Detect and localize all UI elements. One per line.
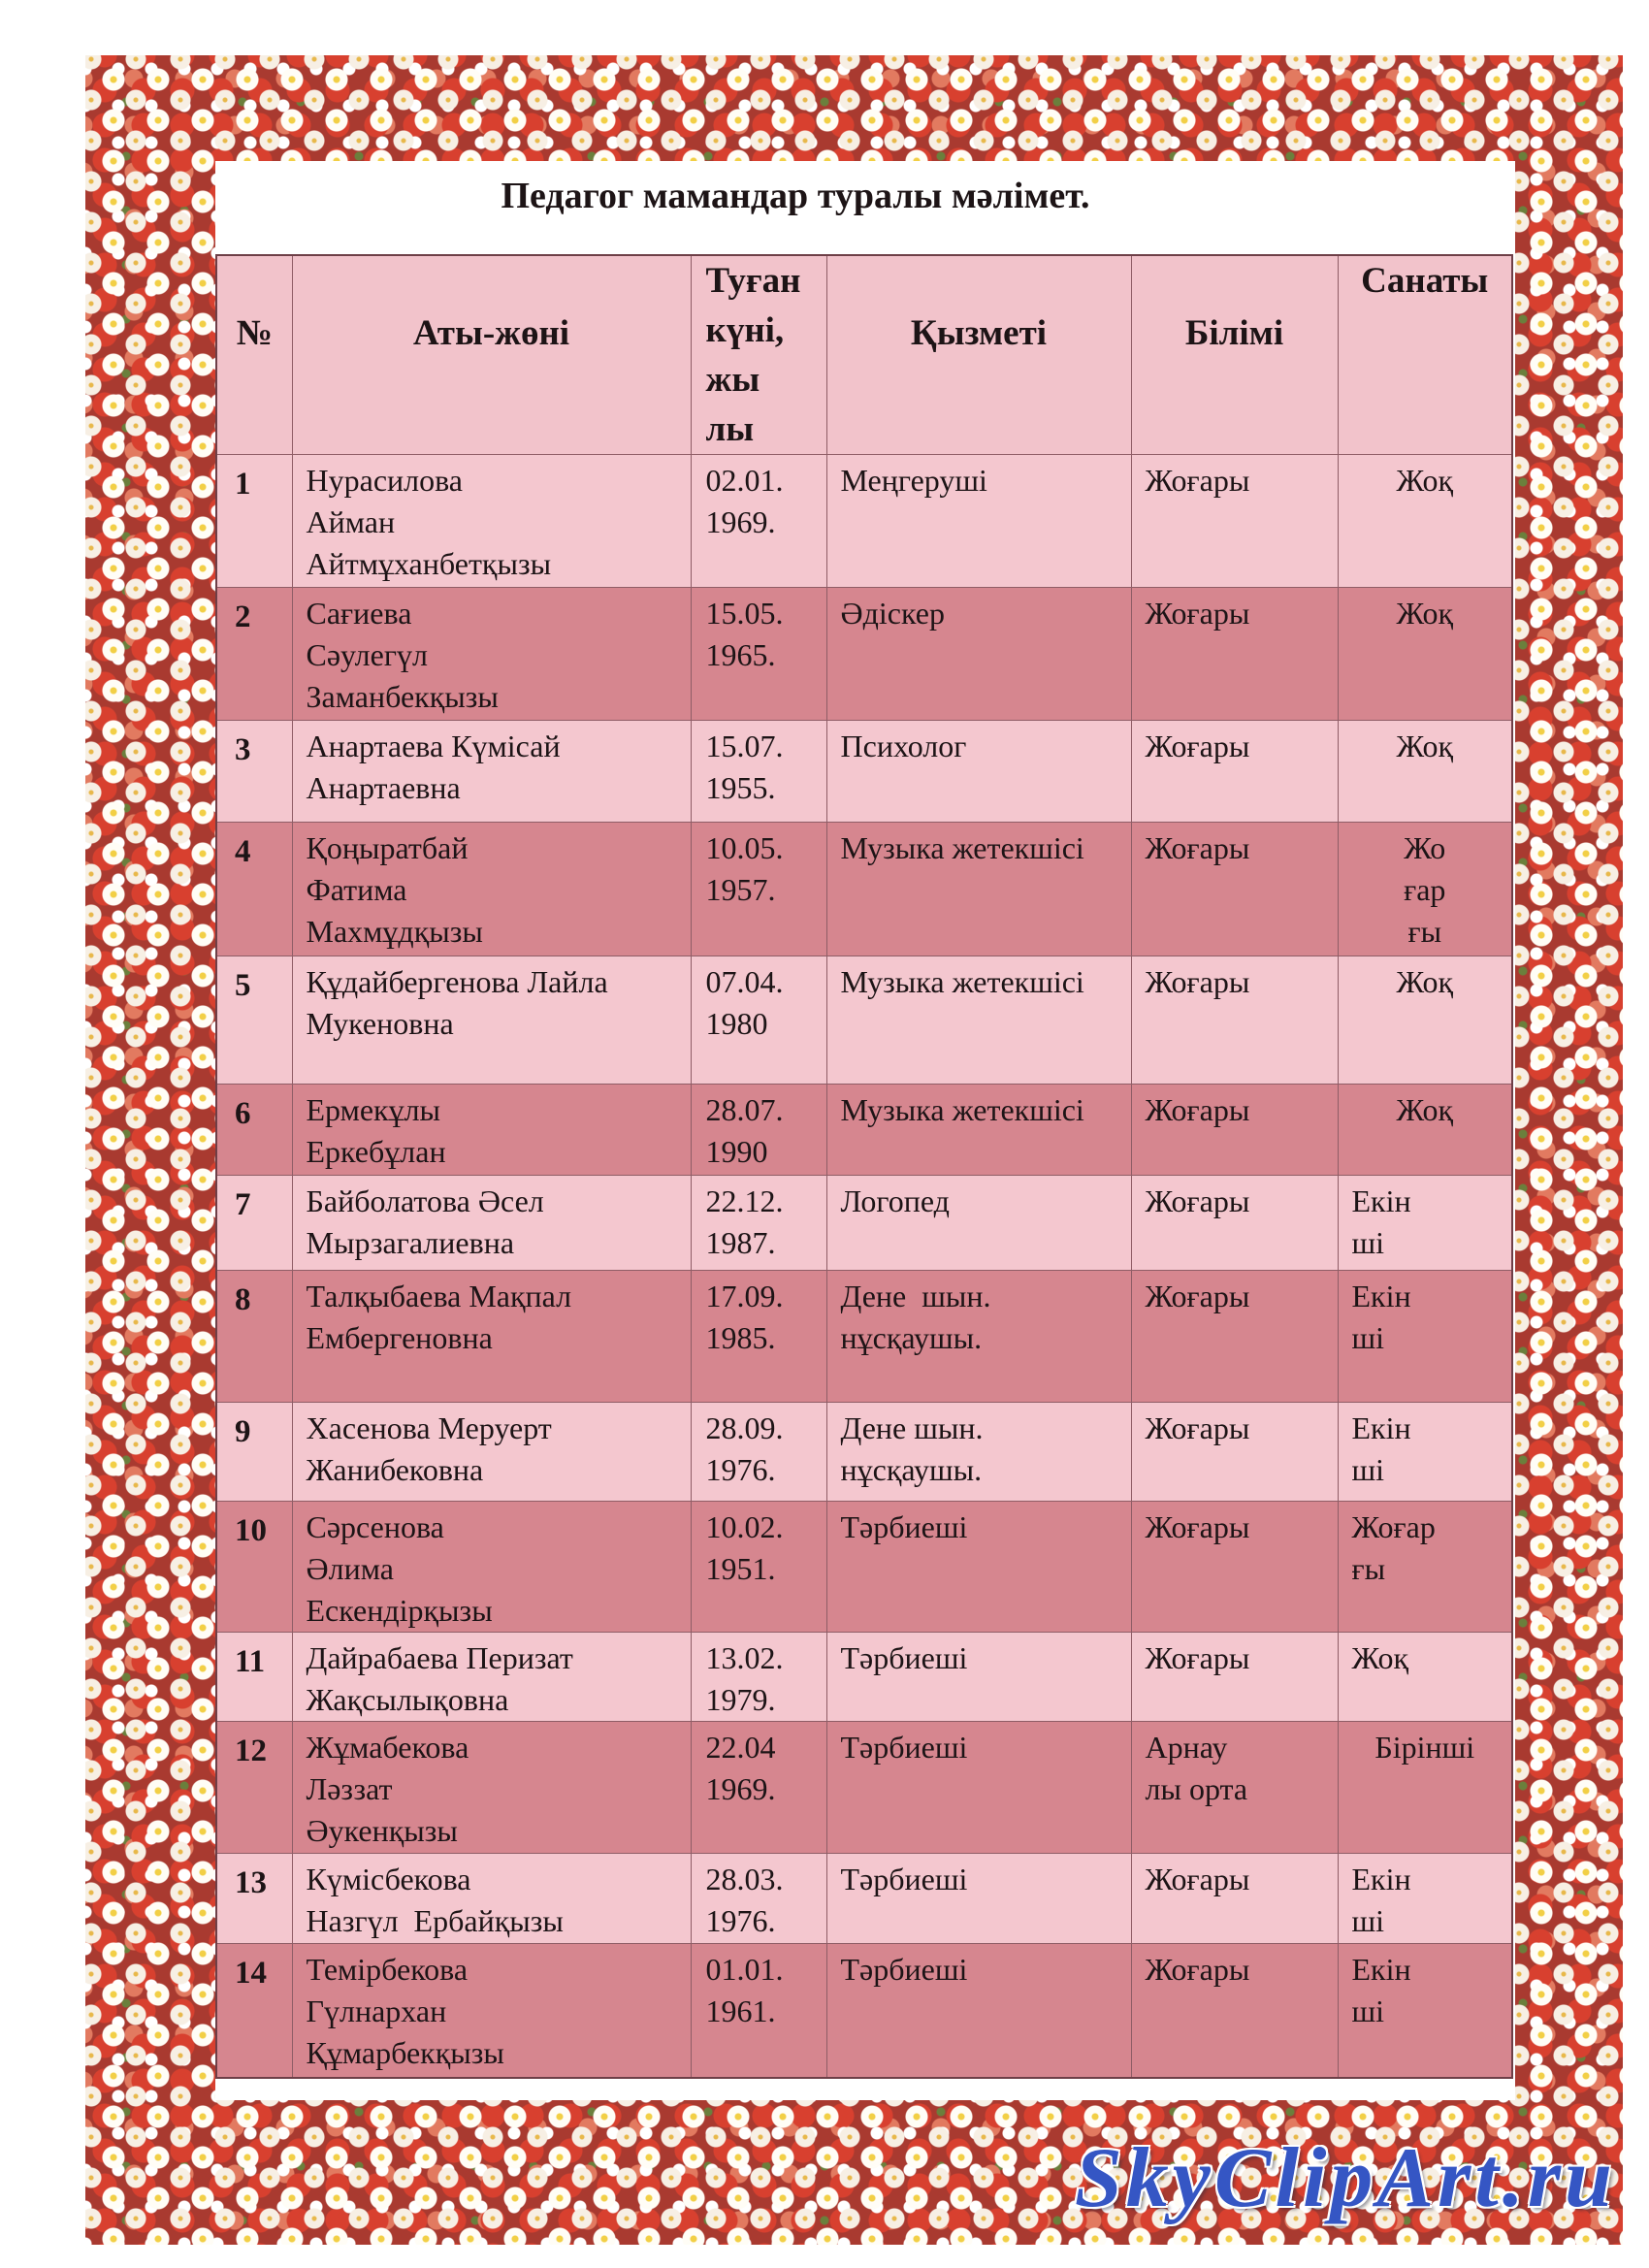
cell-position: Тәрбиеші bbox=[826, 1633, 1131, 1722]
cell-position: Тәрбиеші bbox=[826, 1502, 1131, 1633]
cell-number: 5 bbox=[216, 956, 292, 1085]
cell-full-name: Жұмабекова Ләззат Әукенқызы bbox=[292, 1722, 691, 1854]
cell-category: Екін ші bbox=[1338, 1854, 1512, 1944]
cell-education: Жоғары bbox=[1131, 1403, 1338, 1502]
cell-birth-date: 10.02. 1951. bbox=[691, 1502, 826, 1633]
cell-number: 6 bbox=[216, 1085, 292, 1176]
cell-number: 4 bbox=[216, 823, 292, 956]
header-birth-date: Туған күні, жы лы bbox=[691, 255, 826, 455]
cell-position: Дене шын. нұсқаушы. bbox=[826, 1271, 1131, 1403]
table-header-row bbox=[216, 255, 1512, 455]
table-row bbox=[216, 1722, 1512, 1854]
cell-full-name: Талқыбаева Мақпал Ембергеновна bbox=[292, 1271, 691, 1403]
cell-education: Жоғары bbox=[1131, 1502, 1338, 1633]
cell-full-name: Дайрабаева Перизат Жақсылықовна bbox=[292, 1633, 691, 1722]
cell-birth-date: 15.07. 1955. bbox=[691, 721, 826, 823]
cell-number: 2 bbox=[216, 588, 292, 721]
cell-birth-date: 17.09. 1985. bbox=[691, 1271, 826, 1403]
cell-birth-date: 22.04 1969. bbox=[691, 1722, 826, 1854]
cell-education: Жоғары bbox=[1131, 455, 1338, 588]
cell-category: Жоғар ғы bbox=[1338, 1502, 1512, 1633]
cell-number: 3 bbox=[216, 721, 292, 823]
cell-position: Логопед bbox=[826, 1176, 1131, 1271]
cell-number: 14 bbox=[216, 1944, 292, 2078]
cell-category: Екін ші bbox=[1338, 1271, 1512, 1403]
cell-category: Екін ші bbox=[1338, 1944, 1512, 2078]
header-number: № bbox=[216, 255, 292, 455]
cell-education: Жоғары bbox=[1131, 721, 1338, 823]
cell-category: Жоқ bbox=[1338, 1633, 1512, 1722]
header-full-name: Аты-жөні bbox=[292, 255, 691, 455]
cell-full-name: Хасенова Меруерт Жанибековна bbox=[292, 1403, 691, 1502]
table-row bbox=[216, 721, 1512, 823]
cell-birth-date: 07.04. 1980 bbox=[691, 956, 826, 1085]
cell-birth-date: 15.05. 1965. bbox=[691, 588, 826, 721]
cell-full-name: Сағиева Сәулегүл Заманбекқызы bbox=[292, 588, 691, 721]
cell-number: 10 bbox=[216, 1502, 292, 1633]
cell-full-name: Күмісбекова Назгүл Ербайқызы bbox=[292, 1854, 691, 1944]
table-row bbox=[216, 1854, 1512, 1944]
cell-education: Жоғары bbox=[1131, 1944, 1338, 2078]
header-education: Білімі bbox=[1131, 255, 1338, 455]
cell-full-name: Анартаева Күмісай Анартаевна bbox=[292, 721, 691, 823]
cell-position: Музыка жетекшісі bbox=[826, 823, 1131, 956]
cell-category: Жо ғар ғы bbox=[1338, 823, 1512, 956]
cell-birth-date: 10.05. 1957. bbox=[691, 823, 826, 956]
cell-position: Психолог bbox=[826, 721, 1131, 823]
cell-education: Жоғары bbox=[1131, 823, 1338, 956]
cell-number: 12 bbox=[216, 1722, 292, 1854]
table-row bbox=[216, 1176, 1512, 1271]
cell-category: Бірінші bbox=[1338, 1722, 1512, 1854]
cell-category: Жоқ bbox=[1338, 721, 1512, 823]
cell-birth-date: 01.01. 1961. bbox=[691, 1944, 826, 2078]
cell-position: Меңгеруші bbox=[826, 455, 1131, 588]
cell-number: 1 bbox=[216, 455, 292, 588]
cell-category: Екін ші bbox=[1338, 1176, 1512, 1271]
table-body bbox=[216, 455, 1512, 2078]
cell-education: Жоғары bbox=[1131, 1271, 1338, 1403]
cell-full-name: Құдайбергенова Лайла Мукеновна bbox=[292, 956, 691, 1085]
table-row bbox=[216, 588, 1512, 721]
table-row bbox=[216, 1502, 1512, 1633]
cell-position: Тәрбиеші bbox=[826, 1944, 1131, 2078]
table-row bbox=[216, 1085, 1512, 1176]
cell-category: Жоқ bbox=[1338, 455, 1512, 588]
cell-birth-date: 02.01. 1969. bbox=[691, 455, 826, 588]
cell-full-name: Байболатова Әсел Мырзагалиевна bbox=[292, 1176, 691, 1271]
cell-education: Жоғары bbox=[1131, 588, 1338, 721]
table-row bbox=[216, 1944, 1512, 2078]
cell-position: Музыка жетекшісі bbox=[826, 956, 1131, 1085]
cell-position: Тәрбиеші bbox=[826, 1854, 1131, 1944]
cell-category: Жоқ bbox=[1338, 1085, 1512, 1176]
cell-full-name: Темірбекова Гүлнархан Құмарбекқызы bbox=[292, 1944, 691, 2078]
table-row bbox=[216, 956, 1512, 1085]
cell-category: Жоқ bbox=[1338, 956, 1512, 1085]
cell-education: Жоғары bbox=[1131, 1854, 1338, 1944]
header-position: Қызметі bbox=[826, 255, 1131, 455]
cell-number: 7 bbox=[216, 1176, 292, 1271]
table-row bbox=[216, 455, 1512, 588]
cell-position: Әдіскер bbox=[826, 588, 1131, 721]
cell-number: 11 bbox=[216, 1633, 292, 1722]
cell-position: Музыка жетекшісі bbox=[826, 1085, 1131, 1176]
cell-category: Жоқ bbox=[1338, 588, 1512, 721]
cell-number: 9 bbox=[216, 1403, 292, 1502]
cell-birth-date: 13.02. 1979. bbox=[691, 1633, 826, 1722]
cell-full-name: Қоңыратбай Фатима Махмұдқызы bbox=[292, 823, 691, 956]
cell-birth-date: 22.12. 1987. bbox=[691, 1176, 826, 1271]
cell-category: Екін ші bbox=[1338, 1403, 1512, 1502]
cell-education: Арнау лы орта bbox=[1131, 1722, 1338, 1854]
cell-education: Жоғары bbox=[1131, 1085, 1338, 1176]
cell-education: Жоғары bbox=[1131, 956, 1338, 1085]
cell-number: 8 bbox=[216, 1271, 292, 1403]
cell-position: Тәрбиеші bbox=[826, 1722, 1131, 1854]
watermark: SkyClipArt.ru bbox=[1074, 2131, 1616, 2225]
cell-number: 13 bbox=[216, 1854, 292, 1944]
cell-position: Дене шын. нұсқаушы. bbox=[826, 1403, 1131, 1502]
cell-birth-date: 28.03. 1976. bbox=[691, 1854, 826, 1944]
cell-full-name: Нурасилова Айман Айтмұханбетқызы bbox=[292, 455, 691, 588]
table-row bbox=[216, 1271, 1512, 1403]
header-category: Санаты bbox=[1338, 255, 1512, 455]
cell-full-name: Ермекұлы Еркебұлан bbox=[292, 1085, 691, 1176]
cell-birth-date: 28.07. 1990 bbox=[691, 1085, 826, 1176]
table-row bbox=[216, 1633, 1512, 1722]
cell-education: Жоғары bbox=[1131, 1176, 1338, 1271]
cell-full-name: Сәрсенова Әлима Ескендірқызы bbox=[292, 1502, 691, 1633]
staff-table bbox=[215, 254, 1513, 2079]
document-title: Педагог мамандар туралы мәлімет. bbox=[501, 176, 1090, 216]
table-row bbox=[216, 1403, 1512, 1502]
cell-birth-date: 28.09. 1976. bbox=[691, 1403, 826, 1502]
table-row bbox=[216, 823, 1512, 956]
cell-education: Жоғары bbox=[1131, 1633, 1338, 1722]
